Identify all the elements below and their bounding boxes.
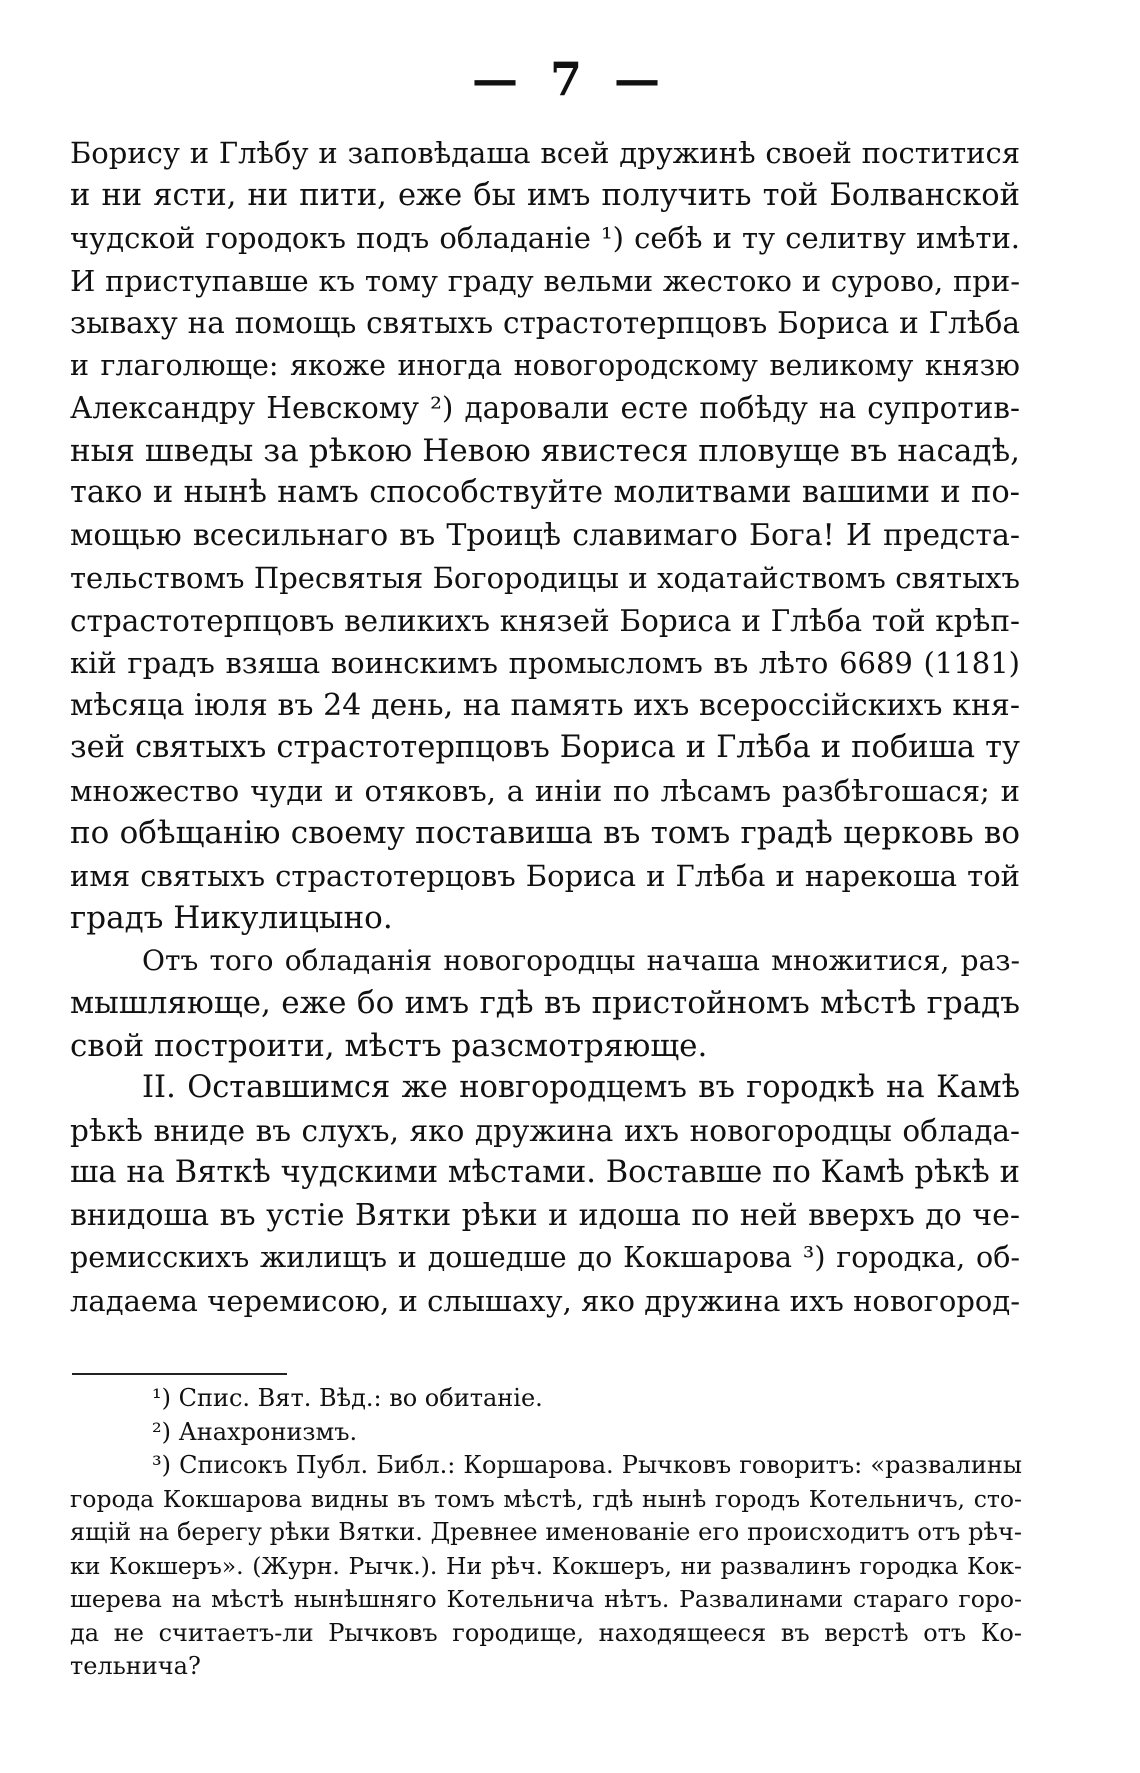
text-line: зей святыхъ страстотерпцовъ Бориса и Глѣба и побиша ту — [70, 730, 1020, 765]
text-line: мощью всесильнаго въ Троицѣ славимаго Бога! И предста- — [70, 517, 1020, 553]
footnote-1: ¹) Спис. Вят. Вѣд.: во обитаніе. — [152, 1384, 543, 1412]
text-line: чудской городокъ подъ обладаніе ¹) себѣ и ту селитву имѣти. — [70, 221, 1020, 255]
footnote-line: ящій на берегу рѣки Вятки. Древнее именованіе его происходитъ отъ рѣч- — [70, 1518, 1022, 1546]
text-line: зываху на помощь святыхъ страстотерпцовъ Бориса и Глѣба — [70, 306, 1020, 340]
text-line: ныя шведы за рѣкою Невою явистеся пловуще въ насадѣ, — [70, 432, 1020, 469]
text-line: имя святыхъ страстотерцовъ Бориса и Глѣба и нарекоша той — [70, 858, 1020, 893]
text-line: Александру Невскому ²) даровали есте побѣду на супротив- — [70, 391, 1020, 425]
text-line: и ни ясти, ни пити, еже бы имъ получить той Болванской — [70, 177, 1020, 213]
text-line-paragraph-start: Отъ того обладанія новогородцы начаша множитися, раз- — [142, 943, 1020, 977]
text-line: ладаема черемисою, и слышаху, яко дружина ихъ новогород- — [70, 1283, 1020, 1318]
footnote-3: ³) Списокъ Публ. Библ.: Коршарова. Рычковъ говоритъ: «развалины — [152, 1451, 1022, 1479]
text-line: градъ Никулицыно. — [70, 900, 393, 936]
text-line: тако и нынѣ намъ способствуйте молитвами вашими и по- — [70, 475, 1020, 510]
footnote-line: ки Кокшеръ». (Журн. Рычк.). Ни рѣч. Кокшеръ, ни развалинъ городка Кок- — [70, 1551, 1022, 1580]
footnote-line: да не считаетъ-ли Рычковъ городище, находящееся въ верстѣ отъ Ко- — [70, 1618, 1022, 1647]
text-line: ша на Вяткѣ чудскими мѣстами. Воставше по Камѣ рѣкѣ и — [70, 1155, 1020, 1190]
text-line: по обѣщанію своему поставиша въ томъ градѣ церковь во — [70, 815, 1020, 851]
text-line: ремисскихъ жилищъ и дошедше до Кокшарова ³) городка, об- — [70, 1241, 1020, 1274]
text-line: и глаголюще: якоже иногда новогородскому великому князю — [70, 348, 1020, 382]
text-line: Борису и Глѣбу и заповѣдаша всей дружинѣ своей поститися — [70, 136, 1020, 170]
text-line: И приступавше къ тому граду вельми жестоко и сурово, при- — [70, 263, 1020, 298]
footnote-divider — [72, 1373, 287, 1375]
text-line: страстотерпцовъ великихъ князей Бориса и Глѣба той крѣп- — [70, 603, 1020, 638]
text-line: рѣкѣ вниде въ слухъ, яко дружина ихъ новогородцы облада- — [70, 1113, 1020, 1148]
footnote-line: города Кокшарова видны въ томъ мѣстѣ, гдѣ нынѣ городъ Котельничъ, сто- — [70, 1484, 1022, 1513]
footnote-line: шерева на мѣстѣ нынѣшняго Котельнича нѣтъ. Развалинами стараго горо- — [70, 1585, 1022, 1613]
footnote-line: тельнича? — [70, 1652, 201, 1680]
text-line: мышляюще, еже бо имъ гдѣ въ пристойномъ мѣстѣ градъ — [70, 985, 1020, 1021]
text-line: тельствомъ Пресвятыя Богородицы и ходатайствомъ святыхъ — [70, 561, 1020, 595]
footnote-2: ²) Анахронизмъ. — [152, 1417, 358, 1446]
footnotes — [70, 1382, 1022, 1684]
text-line: свой построити, мѣстъ разсмотряюще. — [70, 1027, 708, 1064]
text-line-section-start: II. Оставшимся же новгородцемъ въ городкѣ на Камѣ — [142, 1070, 1020, 1105]
text-line: мѣсяца іюля въ 24 день, на память ихъ всероссійскихъ кня- — [70, 687, 1020, 723]
text-line: кій градъ взяша воинскимъ промысломъ въ лѣто 6689 (1181) — [70, 646, 1020, 680]
text-line: внидоша въ устіе Вятки рѣки и идоша по ней вверхъ до че- — [70, 1197, 1020, 1233]
main-text — [70, 132, 1020, 1322]
text-line: множество чуди и отяковъ, а иніи по лѣсамъ разбѣгошася; и — [70, 773, 1020, 808]
page-number: — 7 — — [471, 52, 669, 106]
